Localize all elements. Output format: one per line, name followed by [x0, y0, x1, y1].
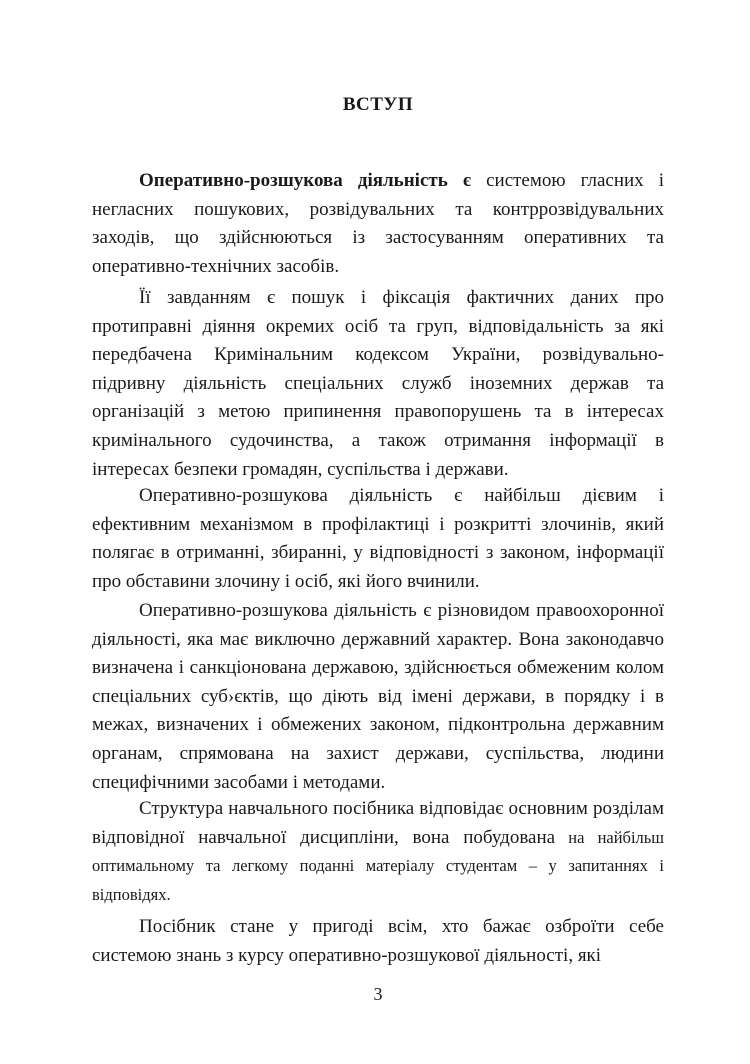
- paragraph-4-text: Оперативно-розшукова діяльність є різновидом правоохоронної діяльності, яка має виключно державний характер. Вона законодавчо визначена і санкціонована державою, здійснюється обмеженим колом спеціальних суб›єктів, що діють від імені держави, в порядку і в межах, визначених і обмежених законом, підконтрольна державним органам, спрямована на захист держави, суспільства, людини специфічними засобами і методами.: [92, 600, 664, 793]
- paragraph-6-text: Посібник стане у пригоді всім, хто бажає озброїти себе системою знань з курсу оперативно-розшукової діяльності, які: [92, 916, 664, 966]
- paragraph-6: [92, 913, 664, 970]
- paragraph-5-text: Структура навчального посібника відповідає основним розділам відповідної навчальної дисципліни, вона побудована: [92, 798, 664, 848]
- paragraph-2: [92, 284, 664, 484]
- page-number: 3: [373, 984, 383, 1004]
- paragraph-5-text-small: на найбільш оптимальному та легкому поданні матеріалу студентам – у запитаннях і відповідях.: [92, 827, 664, 904]
- document-page: [92, 0, 664, 1064]
- paragraph-4: [92, 597, 664, 797]
- paragraph-1: [92, 167, 664, 281]
- paragraph-3: [92, 482, 664, 596]
- paragraph-1-text: системою гласних і негласних пошукових, розвідувальних та контррозвідувальних заходів, що здійснюються із застосуванням оперативних та оперативно-технічних засобів.: [92, 170, 664, 277]
- paragraph-2-text: Її завданням є пошук і фіксація фактичних даних про протиправні діяння окремих осіб та груп, відповідальність за які передбачена Кримінальним кодексом України, розвідувально-підривну діяльність спеціальних служб іноземних держав та організацій з метою припинення правопорушень та в інтересах кримінального судочинства, а також отримання інформації в інтересах безпеки громадян, суспільства і держави.: [92, 287, 664, 480]
- paragraph-5: [92, 795, 664, 909]
- paragraph-1-bold-lead: Оперативно-розшукова діяльність є: [139, 170, 472, 191]
- paragraph-3-text: Оперативно-розшукова діяльність є найбільш дієвим і ефективним механізмом в профілактиці і розкритті злочинів, який полягає в отриманні, збиранні, у відповідності з законом, інформації про обставини злочину і осіб, які його вчинили.: [92, 485, 664, 592]
- page-title: ВСТУП: [342, 94, 414, 115]
